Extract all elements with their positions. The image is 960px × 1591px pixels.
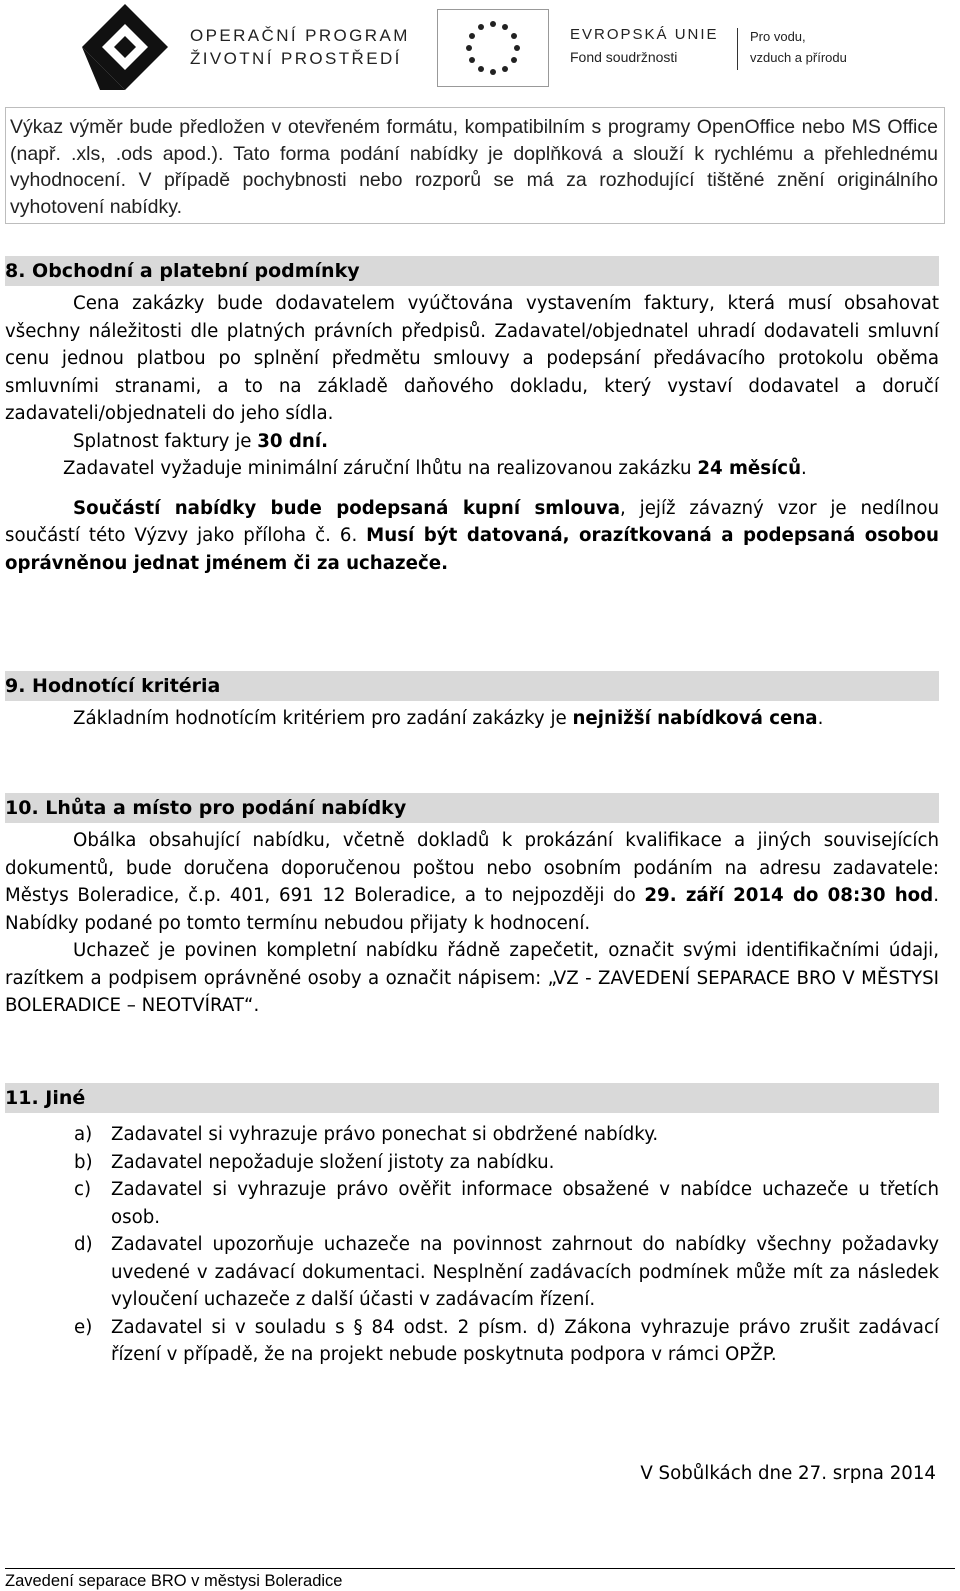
section-10-sealing: Uchazeč je povinen kompletní nabídku řádně zapečetit, označit svými identifikačními údaji, razítkem a podpisem oprávněné osoby a označit nápisem: „VZ - ZAVEDENÍ SEPARACE BRO V MĚSTYSI BOLERADICE – NEOTVÍRAT“. xyxy=(5,940,939,1016)
header-divider xyxy=(737,28,738,70)
section-8-payment-terms: Cena zakázky bude dodavatelem vyúčtována vystavením faktury, která musí obsahovat všechny náležitosti dle platných právních předpisů. Zadavatel/objednatel uhradí dodavateli smluvní cenu jednou platbou po splnění předmětu smlouvy a podepsání předávacího protokolu oběma smluvními stranami, a to na základě daňového dokladu, který vystaví dodavatel a doručí zadavateli/objednateli do jeho sídla. xyxy=(5,293,939,424)
section-10 xyxy=(5,793,939,1020)
section-10-delivery: Obálka obsahující nabídku, včetně dokladů k prokázání kvalifikace a jiných souvisejících dokumentů, bude doručena doporučenou poštou nebo osobním podáním na adresu zadavatele: Městys Boleradice, č.p. 401, 691 12 Boleradice, a to nejpozději do 29. září 2014 do 08:30 hod. Nabídky podané po tomto termínu nebudou přijaty k hodnocení. xyxy=(5,830,939,934)
section-11-list xyxy=(5,1121,939,1369)
section-8-contract: Součástí nabídky bude podepsaná kupní smlouva, jejíž závazný vzor je nedílnou součástí této Výzvy jako příloha č. 6. Musí být datovaná, orazítkovaná a podepsaná osobou oprávněnou jednat jménem či za uchazeče. xyxy=(5,497,940,574)
section-8-warranty: Zadavatel vyžaduje minimální záruční lhůtu na realizovanou zakázku 24 měsíců. xyxy=(63,458,807,479)
section-9 xyxy=(5,671,939,733)
document-header xyxy=(0,0,960,100)
op-zp-logo-icon xyxy=(80,2,170,92)
section-8-due-date: Splatnost faktury je 30 dní. xyxy=(73,430,329,452)
place-and-date: V Sobůlkách dne 27. srpna 2014 xyxy=(640,1463,936,1484)
section-11 xyxy=(5,1083,939,1369)
section-10-heading: 10. Lhůta a místo pro podání nabídky xyxy=(5,793,939,823)
list-item: b) Zadavatel nepožaduje složení jistoty za nabídku. xyxy=(74,1151,555,1173)
section-11-heading: 11. Jiné xyxy=(5,1083,939,1113)
section-9-heading: 9. Hodnotící kritéria xyxy=(5,671,939,701)
bill-of-quantities-note: Výkaz výměr bude předložen v otevřeném formátu, kompatibilním s programy OpenOffice nebo MS Office (např. .xls, .ods apod.). Tato forma podání nabídky je doplňková a slouží k rychlému a přehlednému vyhodnocení. V případě pochybnosti nebo rozporů se má za rozhodující tištěné znění originálního vyhotovení nabídky. xyxy=(5,107,945,224)
section-9-criterion: Základním hodnotícím kritériem pro zadání zakázky je nejnižší nabídková cena. xyxy=(73,708,824,729)
section-8 xyxy=(5,256,939,577)
list-item: e) Zadavatel si v souladu s § 84 odst. 2 písm. d) Zákona vyhrazuje právo zrušit zadávací řízení v případě, že na projekt nebude poskytnuta podpora v rámci OPŽP. xyxy=(74,1316,939,1365)
eu-label: EVROPSKÁ UNIE Fond soudržnosti xyxy=(570,26,719,65)
eu-slogan: Pro vodu, vzduch a přírodu xyxy=(750,29,847,65)
list-item: d) Zadavatel upozorňuje uchazeče na povinnost zahrnout do nabídky všechny požadavky uvedené v zadávací dokumentaci. Nesplnění zadávacích podmínek může mít za následek vyloučení uchazeče z další účasti v zadávacím řízení. xyxy=(74,1234,939,1310)
list-item: a) Zadavatel si vyhrazuje právo ponechat si obdržené nabídky. xyxy=(74,1124,659,1145)
list-item: c) Zadavatel si vyhrazuje právo ověřit informace obsažené v nabídce uchazeče u třetích osob. xyxy=(74,1179,939,1228)
page-footer: Zavedení separace BRO v městysi Boleradice xyxy=(5,1568,955,1591)
eu-flag-icon xyxy=(437,9,549,87)
op-title: OPERAČNÍ PROGRAM ŽIVOTNÍ PROSTŘEDÍ xyxy=(190,26,410,68)
section-8-heading: 8. Obchodní a platební podmínky xyxy=(5,256,939,286)
